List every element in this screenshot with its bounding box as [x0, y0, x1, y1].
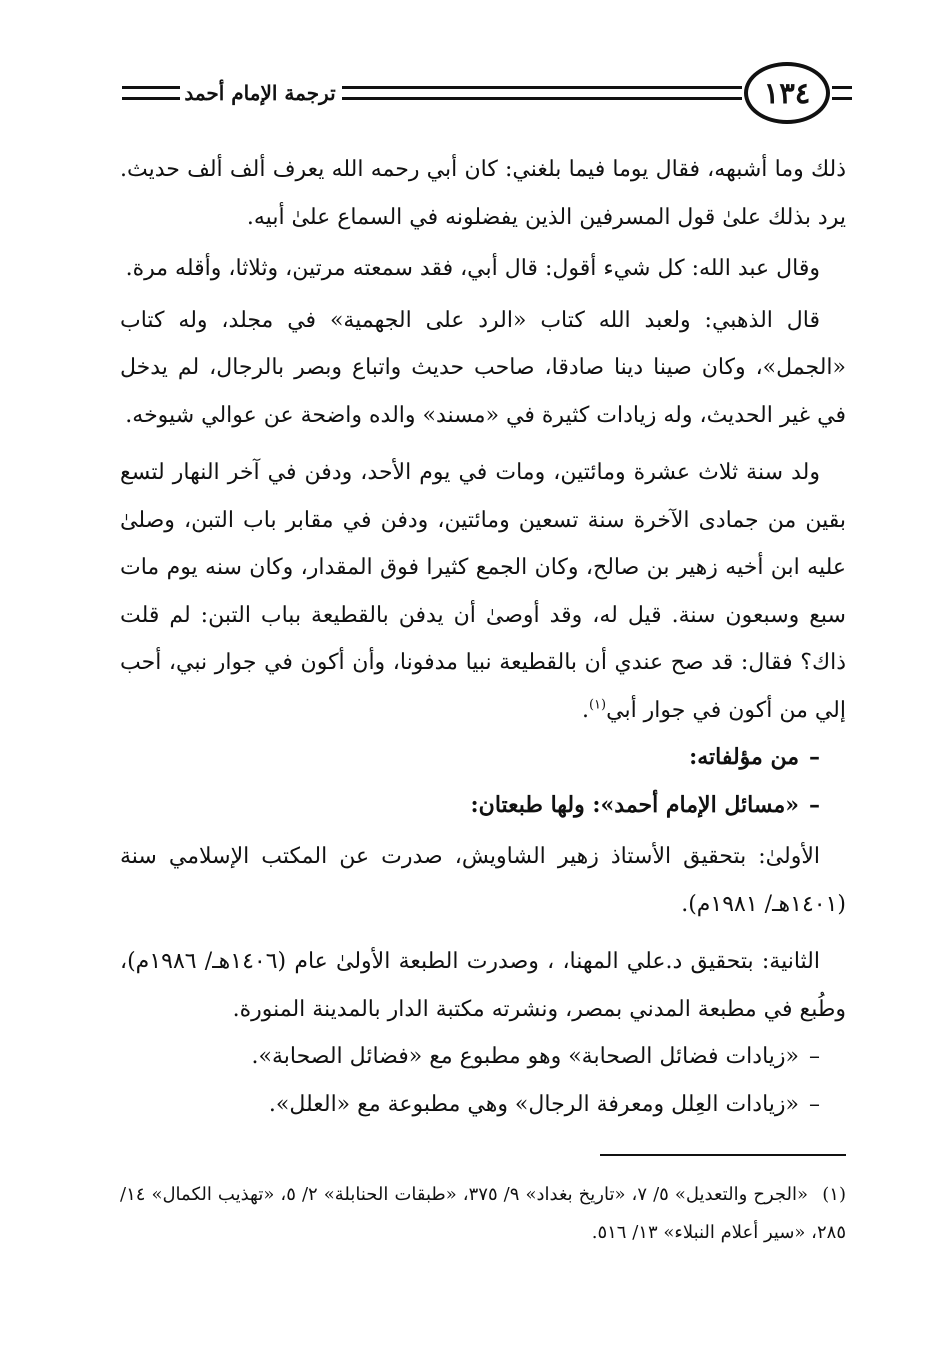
- paragraph-2: وقال عبد الله: كل شيء أقول: قال أبي، فقد سمعته مرتين، وثلاثا، وأقله مرة.: [125, 256, 820, 281]
- header-rule-middle: [342, 86, 742, 100]
- dash-marker: –: [809, 1091, 820, 1117]
- header-rule-left: [122, 86, 180, 100]
- list-item-fadail: [120, 1033, 846, 1081]
- paragraph-3: قال الذهبي: ولعبد الله كتاب «الرد على الجهمية» في مجلد، وله كتاب «الجمل»، وكان صينا دينا صادقا، صاحب حديث واتباع وبصر بالرجال، لم يدخل في غير الحديث، وله زيادات كثيرة في «مسند» والده واضحة عن عوالي شيوخه.: [120, 307, 846, 428]
- subheading-masail: [120, 782, 846, 830]
- dash-marker: –: [809, 1044, 820, 1069]
- paragraph-second-edition: الثانية: بتحقيق د.علي المهنا، ، وصدرت الطبعة الأولىٰ عام (١٤٠٦هـ/ ١٩٨٦م)، وطُبع في مطبعة المدني بمصر، ونشرته مكتبة الدار بالمدينة المنورة.: [120, 949, 846, 1022]
- section-heading-works: [120, 734, 846, 782]
- list-item-fadail-text: «زيادات فضائل الصحابة» وهو مطبوع مع «فضائل الصحابة».: [251, 1044, 799, 1069]
- page-header: [110, 62, 850, 130]
- dash-marker: –: [809, 744, 820, 770]
- footnote-divider: [600, 1154, 846, 1156]
- page-number: ١٣٤: [763, 76, 811, 110]
- paragraph-first-edition: الأولىٰ: بتحقيق الأستاذ زهير الشاويش، صدرت عن المكتب الإسلامي سنة (١٤٠١هـ/ ١٩٨١م).: [120, 844, 846, 917]
- footnote-ref-1[interactable]: (١): [588, 697, 607, 713]
- header-rule-right: [832, 86, 852, 100]
- paragraph-1: ذلك وما أشبهه، فقال يوما فيما بلغني: كان أبي رحمه الله يعرف ألف ألف حديث. يرد بذلك علىٰ قول المسرفين الذين يفضلونه في السماع علىٰ أبيه.: [120, 157, 846, 230]
- section-heading-works-text: من مؤلفاته:: [689, 744, 799, 770]
- dash-marker: –: [809, 791, 820, 818]
- paragraph-4: [120, 449, 846, 734]
- main-text: [120, 146, 846, 1128]
- list-item-ilal-text: «زيادات العِلل ومعرفة الرجال» وهي مطبوعة مع «العلل».: [268, 1091, 799, 1117]
- footnote-number: (١): [822, 1184, 846, 1205]
- list-item-ilal: [120, 1081, 846, 1129]
- subheading-masail-text: «مسائل الإمام أحمد»: ولها طبعتان:: [470, 791, 799, 818]
- paragraph-4-text: ولد سنة ثلاث عشرة ومائتين، ومات في يوم الأحد، ودفن في آخر النهار لتسع بقين من جمادى الآخرة سنة تسعين ومائتين، ودفن في مقابر باب التبن، وصلىٰ عليه ابن أخيه زهير بن صالح، وكان الجمع كثيرا فوق المقدار، وكان سنه يوم مات سبع وسبعون سنة. قيل له، وقد أوصىٰ أن يدفن بالقطيعة بباب التبن: لم قلت ذاك؟ فقال: قد صح عندي أن بالقطيعة نبيا مدفونا، وأن أكون في جوار نبي، أحب إلي من أكون في جوار أبي: [120, 460, 846, 723]
- running-title: ترجمة الإمام أحمد: [180, 76, 340, 110]
- page-number-badge: [744, 62, 830, 124]
- footnote-text: «الجرح والتعديل» ٥/ ٧، «تاريخ بغداد» ٩/ ٣٧٥، «طبقات الحنابلة» ٢/ ٥، «تهذيب الكمال» ١٤/ ٢٨٥، «سير أعلام النبلاء» ١٣/ ٥١٦.: [120, 1184, 846, 1243]
- footnote-1: [120, 1176, 846, 1252]
- footnote-body: [120, 1176, 846, 1252]
- paragraph-4-end: .: [581, 697, 589, 723]
